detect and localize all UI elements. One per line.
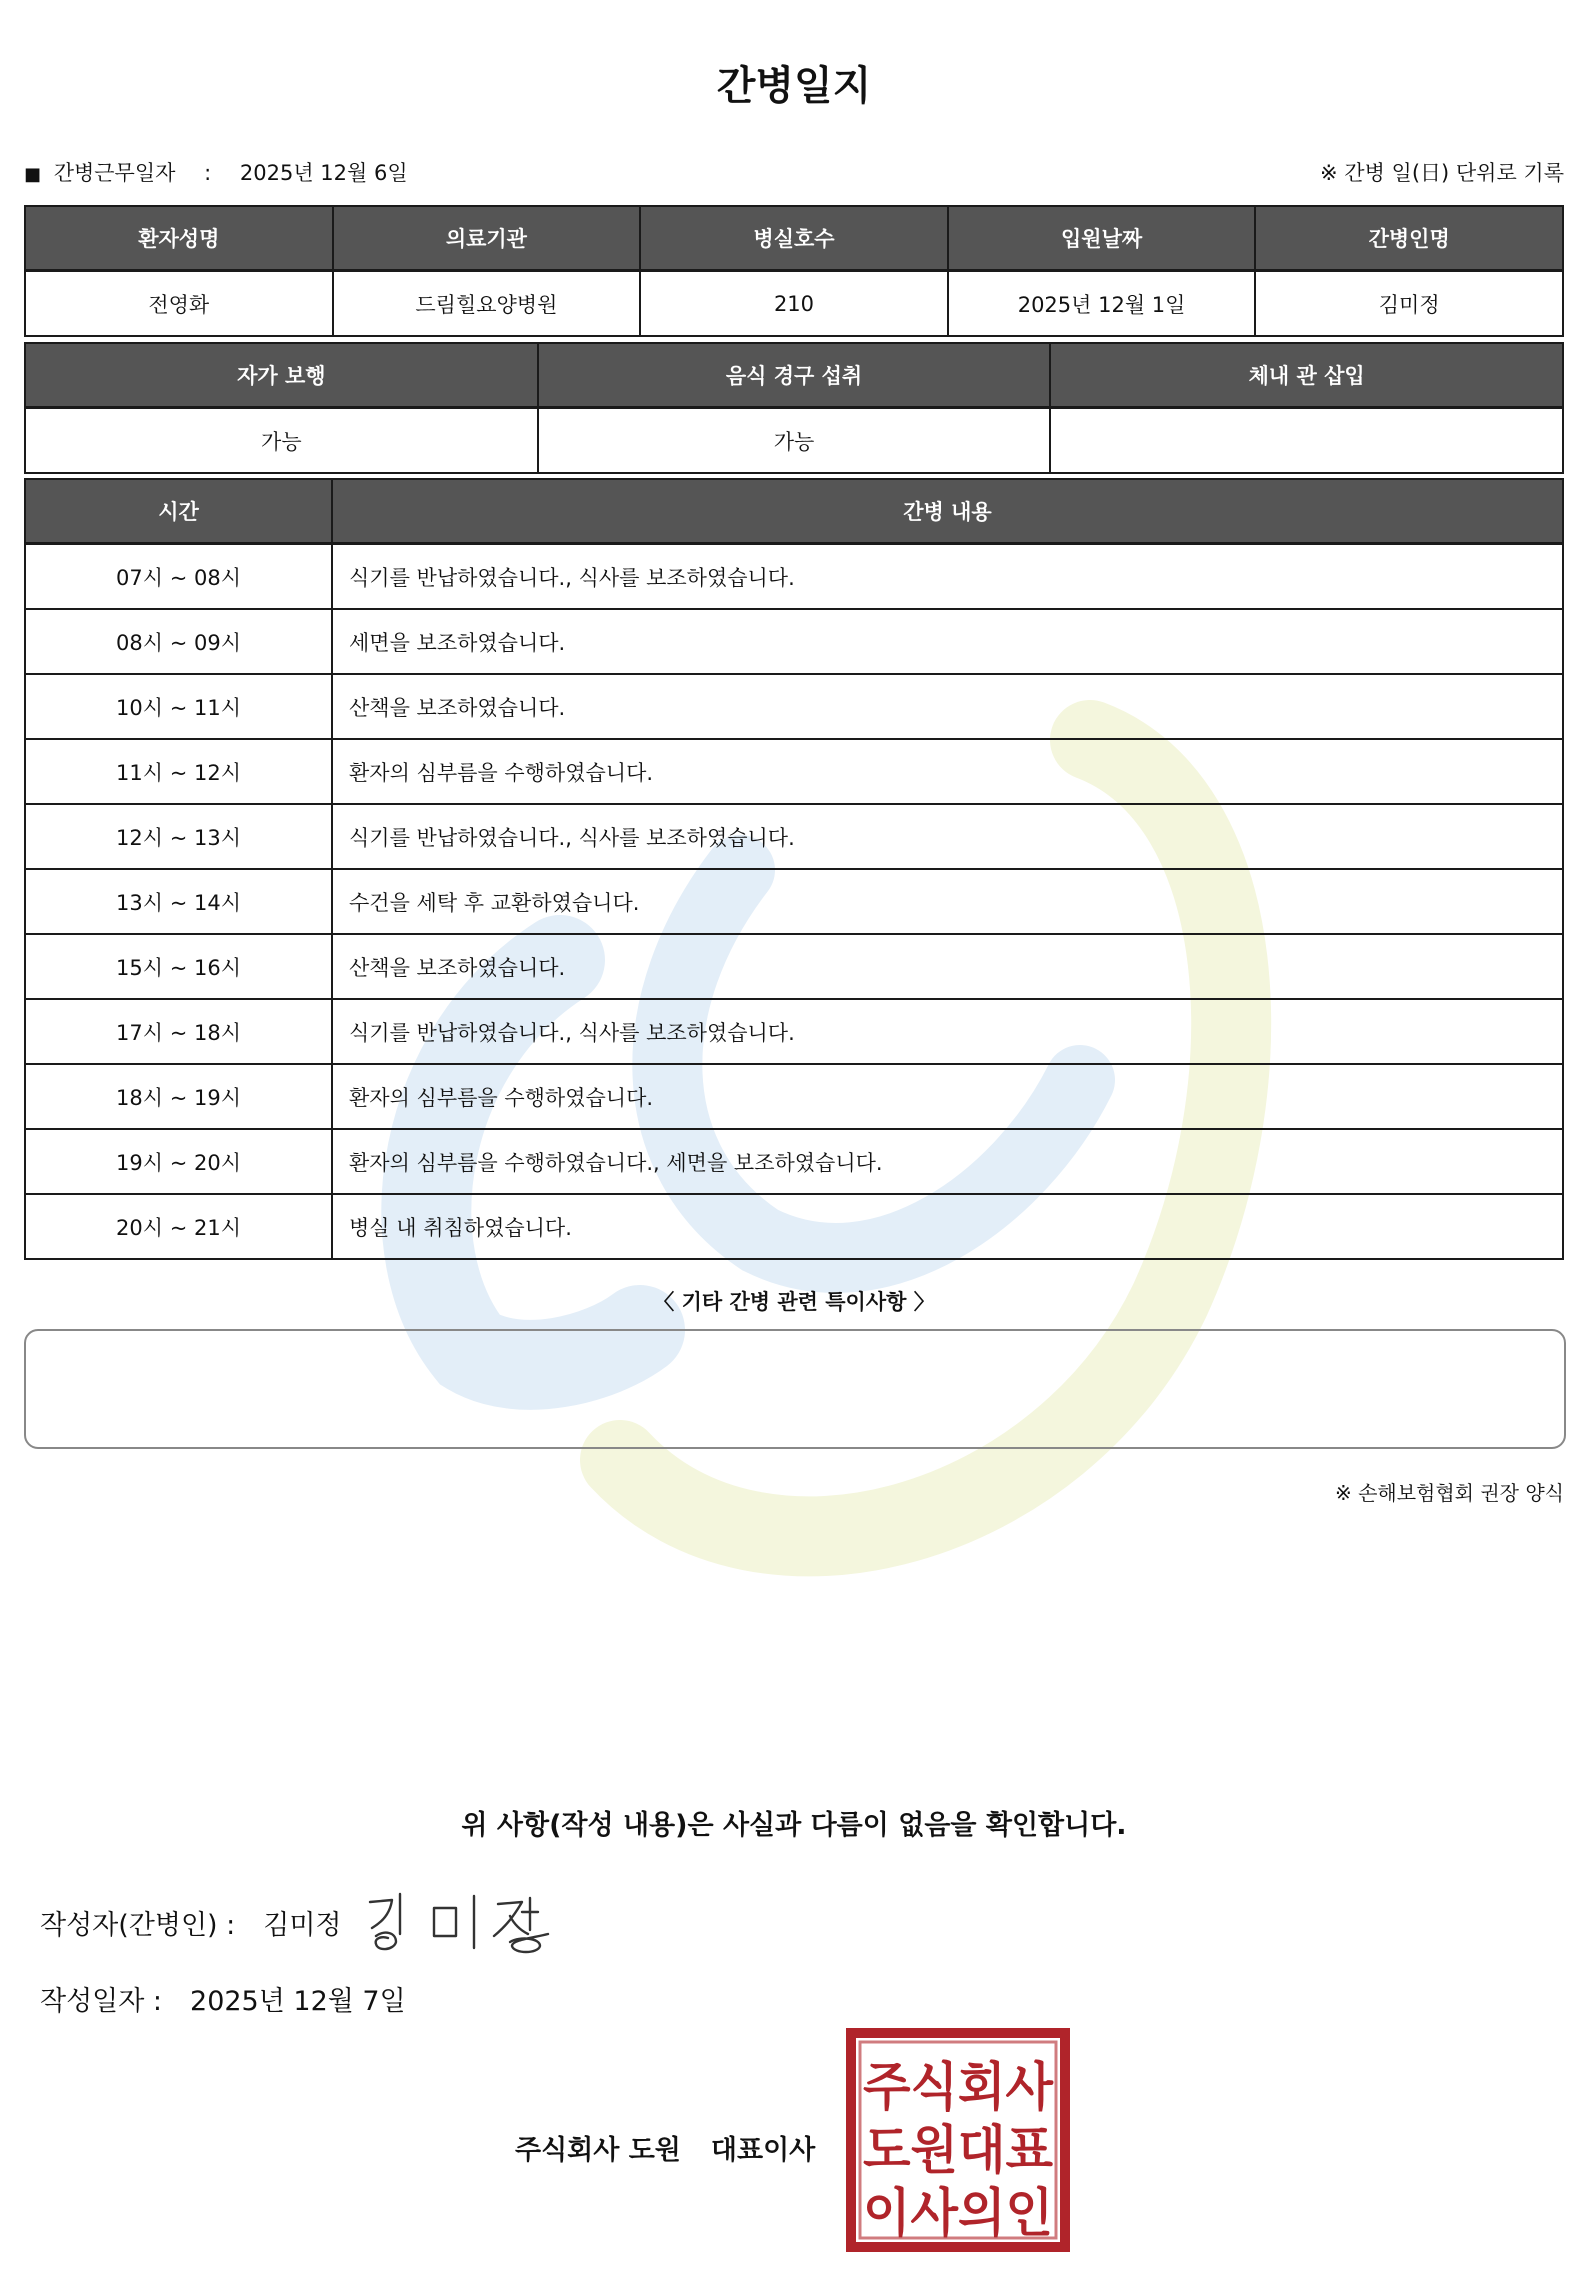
write-date-value: 2025년 12월 7일	[190, 1986, 406, 2017]
table-row	[25, 934, 1563, 999]
table-row	[25, 544, 1563, 610]
table-row	[25, 609, 1563, 674]
content-cell: 산책을 보조하였습니다.	[332, 934, 1563, 999]
remarks-box	[24, 1329, 1566, 1449]
time-cell: 20시 ~ 21시	[25, 1194, 332, 1259]
content-cell: 병실 내 취침하였습니다.	[332, 1194, 1563, 1259]
work-date-value: 2025년 12월 6일	[239, 161, 408, 185]
write-date-line	[40, 1979, 406, 2018]
table-row	[25, 739, 1563, 804]
caregiver-name: 김미정	[1255, 271, 1563, 337]
content-cell: 산책을 보조하였습니다.	[332, 674, 1563, 739]
time-cell: 11시 ~ 12시	[25, 739, 332, 804]
square-bullet-icon: ■	[24, 164, 42, 185]
recommend-note: ※ 손해보험협회 권장 양식	[1334, 1481, 1564, 1505]
admission-date: 2025년 12월 1일	[948, 271, 1256, 337]
table-row	[25, 674, 1563, 739]
care-log-header-row	[25, 479, 1563, 544]
svg-text:이사의인: 이사의인	[863, 2184, 1053, 2244]
work-date-label: 간병근무일자	[53, 161, 176, 185]
page-title: 간병일지	[716, 63, 872, 109]
status-value-row	[25, 408, 1563, 474]
time-cell: 10시 ~ 11시	[25, 674, 332, 739]
representative-title: 대표이사	[710, 2135, 816, 2166]
table-row	[25, 999, 1563, 1064]
content-cell: 식기를 반납하였습니다., 식사를 보조하였습니다.	[332, 804, 1563, 869]
tube-status	[1050, 408, 1563, 474]
content-cell: 환자의 심부름을 수행하였습니다.	[332, 739, 1563, 804]
time-cell: 18시 ~ 19시	[25, 1064, 332, 1129]
time-cell: 12시 ~ 13시	[25, 804, 332, 869]
institution: 드림힐요양병원	[333, 271, 641, 337]
content-cell: 수건을 세탁 후 교환하였습니다.	[332, 869, 1563, 934]
header-tube: 체내 관 삽입	[1050, 343, 1563, 408]
time-cell: 07시 ~ 08시	[25, 544, 332, 610]
time-cell: 17시 ~ 18시	[25, 999, 332, 1064]
patient-info-value-row	[25, 271, 1563, 337]
svg-text:도원대표: 도원대표	[863, 2121, 1053, 2181]
content-cell: 환자의 심부름을 수행하였습니다., 세면을 보조하였습니다.	[332, 1129, 1563, 1194]
time-cell: 13시 ~ 14시	[25, 869, 332, 934]
patient-status-table	[24, 342, 1564, 474]
header-care-content: 간병 내용	[332, 479, 1563, 544]
header-room: 병실호수	[640, 206, 948, 271]
header-institution: 의료기관	[333, 206, 641, 271]
time-cell: 08시 ~ 09시	[25, 609, 332, 674]
status-header-row	[25, 343, 1563, 408]
patient-info-header-row	[25, 206, 1563, 271]
walking-status: 가능	[25, 408, 538, 474]
write-date-label: 작성일자 :	[40, 1986, 163, 2017]
table-row	[25, 869, 1563, 934]
svg-text:주식회사: 주식회사	[863, 2058, 1054, 2118]
room-number: 210	[640, 271, 948, 337]
table-row	[25, 1129, 1563, 1194]
header-caregiver: 간병인명	[1255, 206, 1563, 271]
colon: :	[204, 161, 212, 185]
remarks-title: 〈 기타 간병 관련 특이사항 〉	[653, 1290, 935, 1314]
oral-intake-status: 가능	[538, 408, 1051, 474]
work-date-line	[24, 157, 408, 187]
time-cell: 19시 ~ 20시	[25, 1129, 332, 1194]
table-row	[25, 1194, 1563, 1259]
writer-line	[40, 1903, 342, 1942]
header-time: 시간	[25, 479, 332, 544]
patient-name: 전영화	[25, 271, 333, 337]
header-oral-intake: 음식 경구 섭취	[538, 343, 1051, 408]
company-line	[515, 2128, 815, 2167]
time-cell: 15시 ~ 16시	[25, 934, 332, 999]
content-cell: 식기를 반납하였습니다., 식사를 보조하였습니다.	[332, 544, 1563, 610]
content-cell: 식기를 반납하였습니다., 식사를 보조하였습니다.	[332, 999, 1563, 1064]
writer-name: 김미정	[263, 1910, 342, 1941]
content-cell: 세면을 보조하였습니다.	[332, 609, 1563, 674]
company-name: 주식회사 도원	[515, 2135, 681, 2166]
writer-label: 작성자(간병인) :	[40, 1910, 236, 1941]
confirmation-statement: 위 사항(작성 내용)은 사실과 다름이 없음을 확인합니다.	[461, 1810, 1127, 1841]
company-seal-stamp	[846, 2028, 1070, 2252]
header-admission-date: 입원날짜	[948, 206, 1256, 271]
care-log-table	[24, 478, 1564, 1260]
handwritten-signature	[362, 1890, 562, 1960]
content-cell: 환자의 심부름을 수행하였습니다.	[332, 1064, 1563, 1129]
daily-note: ※ 간병 일(日) 단위로 기록	[1320, 161, 1564, 185]
header-patient-name: 환자성명	[25, 206, 333, 271]
patient-info-table	[24, 205, 1564, 337]
table-row	[25, 804, 1563, 869]
header-walking: 자가 보행	[25, 343, 538, 408]
table-row	[25, 1064, 1563, 1129]
